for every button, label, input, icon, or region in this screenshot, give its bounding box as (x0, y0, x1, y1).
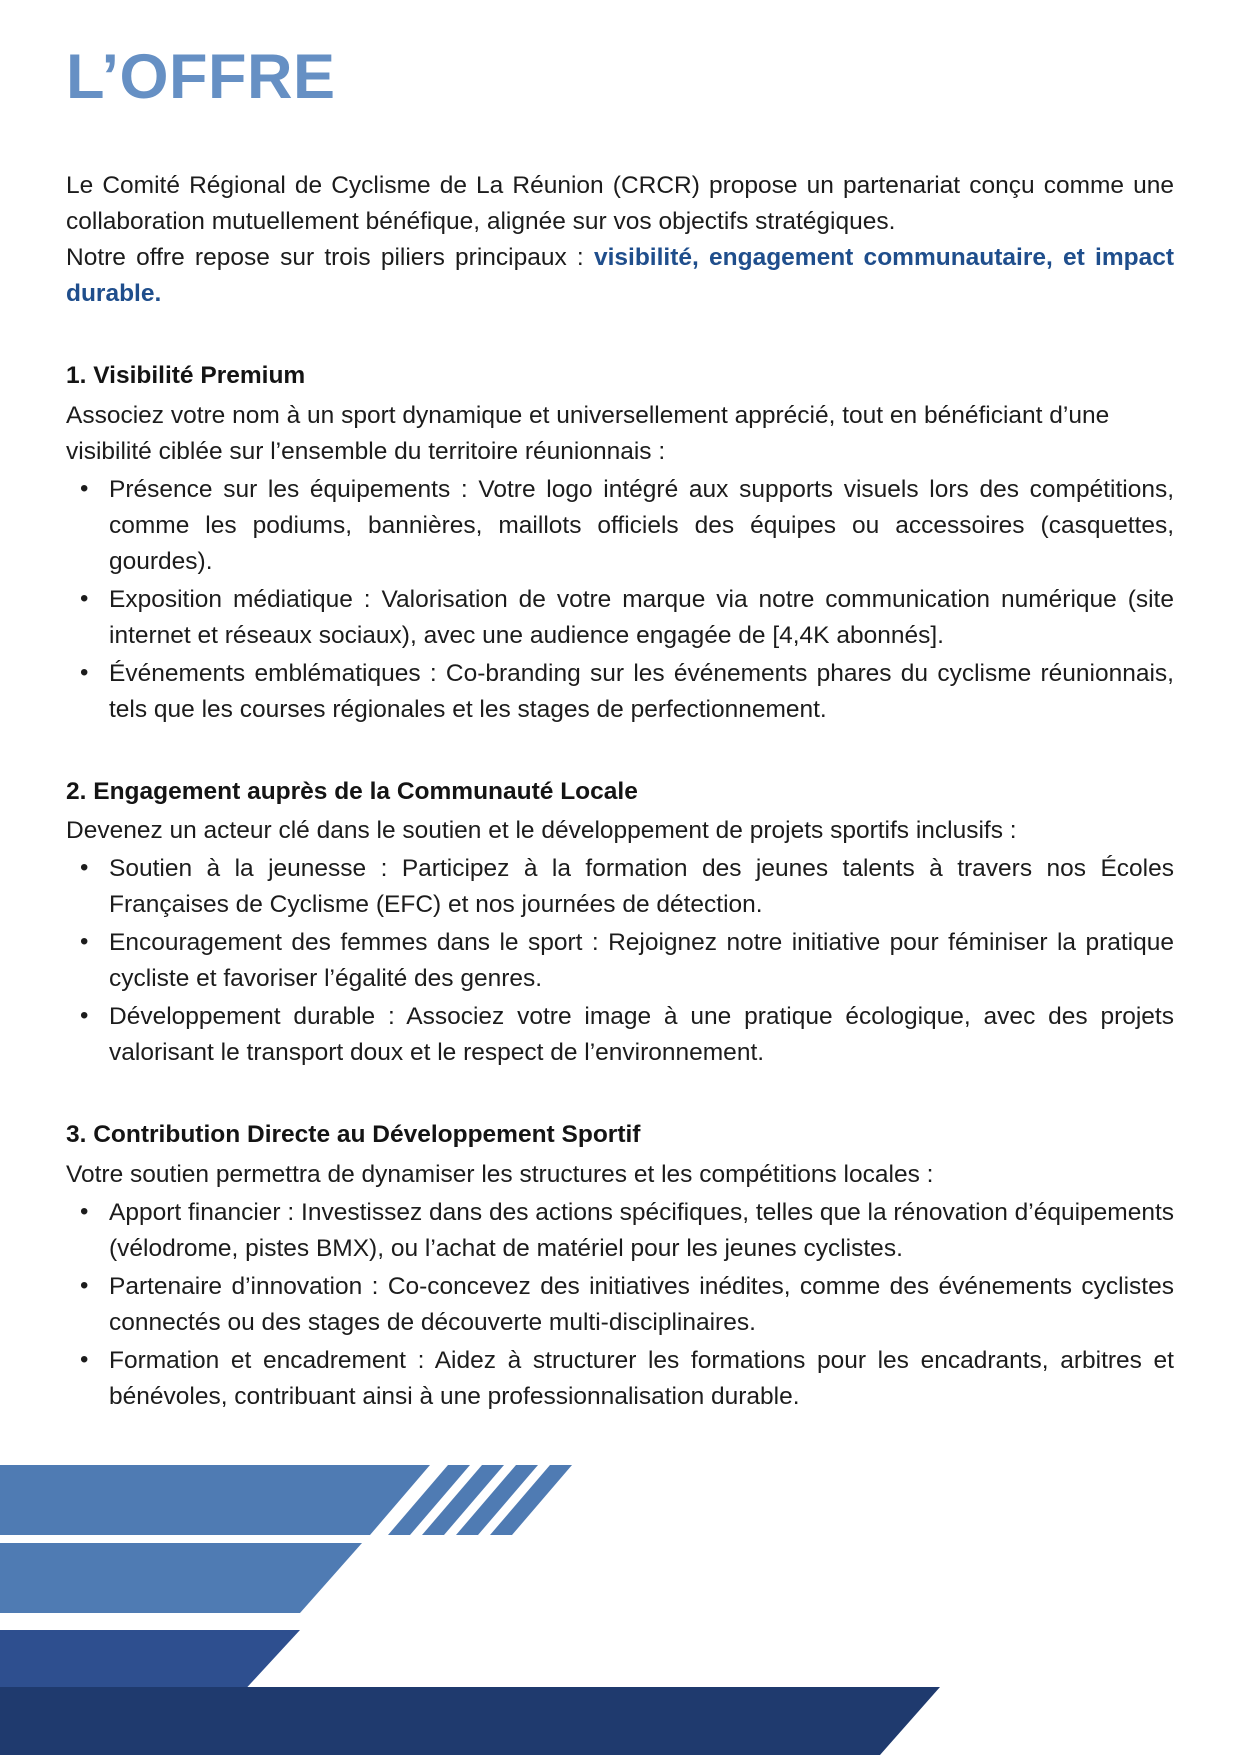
banner-wedge-mid (0, 1630, 300, 1695)
list-item: • Présence sur les équipements : Votre logo intégré aux supports visuels lors des compétitions, comme les podiums, bannières, maillots officiels des équipes ou accessoires (casquettes, gourdes). (66, 472, 1174, 580)
section-2-bullet-list (66, 851, 1174, 1071)
section-1-bullet-list (66, 472, 1174, 728)
chevron-banner-graphic (0, 1425, 1241, 1755)
page-content (66, 0, 1174, 1415)
banner-band-lower (0, 1543, 362, 1613)
intro-pillars-bold: visibilité, engagement communautaire, et impact durable. (66, 244, 1174, 308)
list-item: • Formation et encadrement : Aidez à structurer les formations pour les encadrants, arbitres et bénévoles, contribuant ainsi à une professionnalisation durable. (66, 1343, 1174, 1415)
list-item: • Apport financier : Investissez dans des actions spécifiques, telles que la rénovation d’équipements (vélodrome, pistes BMX), ou l’achat de matériel pour les jeunes cyclistes. (66, 1195, 1174, 1267)
list-item: • Soutien à la jeunesse : Participez à la formation des jeunes talents à travers nos Écoles Françaises de Cyclisme (EFC) et nos journées de détection. (66, 851, 1174, 923)
section-2 (66, 774, 1174, 1072)
section-3-heading: 3. Contribution Directe au Développement Sportif (66, 1121, 641, 1149)
banner-band-upper (0, 1465, 430, 1535)
page-title: L’OFFRE (66, 42, 336, 112)
banner-wedge-bottom (0, 1687, 940, 1755)
list-item: • Exposition médiatique : Valorisation de votre marque via notre communication numérique (site internet et réseaux sociaux), avec une audience engagée de [4,4K abonnés]. (66, 582, 1174, 654)
footer-decoration-svg (0, 1425, 1241, 1755)
intro-paragraph (66, 168, 1174, 312)
section-3 (66, 1117, 1174, 1415)
section-3-lede: Votre soutien permettra de dynamiser les structures et les compétitions locales : (66, 1160, 934, 1188)
section-1 (66, 358, 1174, 728)
section-3-bullet-list (66, 1195, 1174, 1415)
intro-line-2-prefix: Notre offre repose sur trois piliers principaux : (66, 244, 594, 272)
list-item: • Événements emblématiques : Co-branding sur les événements phares du cyclisme réunionnais, tels que les courses régionales et les stages de perfectionnement. (66, 656, 1174, 728)
section-1-lede: Associez votre nom à un sport dynamique et universellement apprécié, tout en bénéficiant d’une visibilité ciblée sur l’ensemble du territoire réunionnais : (66, 401, 1110, 465)
intro-line-1: Le Comité Régional de Cyclisme de La Réunion (CRCR) propose un partenariat conçu comme une collaboration mutuellement bénéfique, alignée sur vos objectifs stratégiques. (66, 172, 1174, 236)
list-item: • Partenaire d’innovation : Co-concevez des initiatives inédites, comme des événements cyclistes connectés ou des stages de découverte multi-disciplinaires. (66, 1269, 1174, 1341)
section-2-heading: 2. Engagement auprès de la Communauté Locale (66, 777, 638, 805)
section-2-lede: Devenez un acteur clé dans le soutien et le développement de projets sportifs inclusifs : (66, 817, 1017, 845)
list-item: • Encouragement des femmes dans le sport : Rejoignez notre initiative pour féminiser la pratique cycliste et favoriser l’égalité des genres. (66, 925, 1174, 997)
list-item: • Développement durable : Associez votre image à une pratique écologique, avec des projets valorisant le transport doux et le respect de l’environnement. (66, 999, 1174, 1071)
section-1-heading: 1. Visibilité Premium (66, 362, 306, 390)
